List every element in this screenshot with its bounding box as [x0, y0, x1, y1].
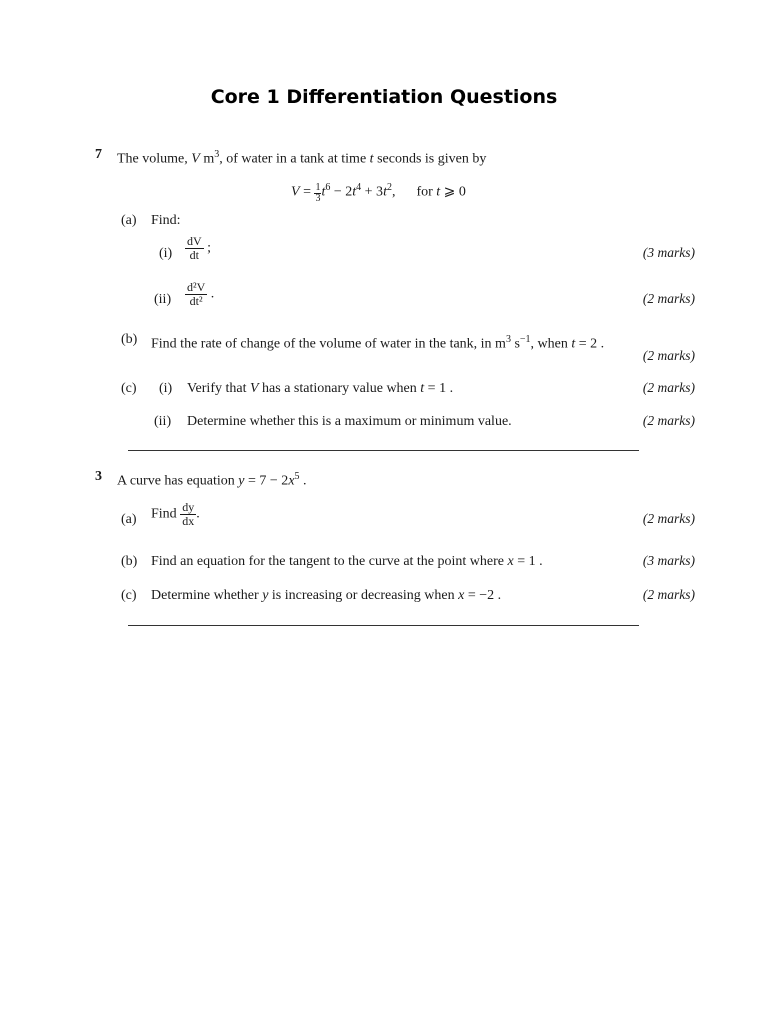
part-a-text: Find: [151, 213, 181, 228]
stem-text: = 7 − 2 [244, 473, 289, 489]
variable: y [238, 473, 245, 489]
term: + 3 [361, 184, 384, 200]
variable: y [262, 588, 269, 603]
variable: t [321, 184, 326, 200]
marks-label: (3 marks) [642, 553, 695, 568]
exponent: 2 [386, 182, 392, 193]
condition-text: for [416, 184, 433, 200]
part-text: = 1 . [513, 554, 543, 569]
part-c-ii-label: (ii) [154, 414, 172, 429]
exponent: 6 [325, 182, 331, 193]
stem-text: , of water in a tank at time [219, 151, 367, 167]
variable: x [288, 473, 295, 489]
marks-label: (2 marks) [642, 380, 695, 395]
fraction-denominator: dx [182, 514, 195, 528]
separator: . [210, 286, 215, 302]
section-divider [128, 450, 639, 451]
part-text: Determine whether [151, 588, 259, 603]
part-a-i-expression [185, 235, 211, 262]
part-a-i-label: (i) [159, 246, 173, 261]
part-text: Verify that [187, 381, 247, 396]
part-b-text [151, 331, 604, 354]
fraction-numerator: dy [182, 500, 195, 514]
exponent: 3 [505, 334, 511, 345]
section-divider [128, 625, 639, 626]
part-c-label: (c) [121, 381, 137, 396]
part-text: = −2 . [464, 588, 502, 603]
question-stem [117, 468, 307, 491]
part-c-label: (c) [121, 588, 137, 603]
comma: , [391, 184, 396, 200]
exponent: 5 [294, 471, 300, 482]
unit: s [510, 336, 520, 352]
variable: t [436, 184, 441, 200]
question-stem [117, 146, 486, 169]
part-text: has a stationary value when [262, 381, 417, 396]
marks-label: (2 marks) [642, 587, 695, 602]
stem-text: The volume, [117, 151, 188, 167]
marks-label: (2 marks) [642, 511, 695, 526]
variable: t [352, 184, 357, 200]
part-a-ii-label: (ii) [154, 292, 172, 307]
term: − 2 [330, 184, 353, 200]
unit: m [203, 151, 215, 167]
stem-text: A curve has equation [117, 473, 235, 489]
variable: t [571, 336, 576, 352]
part-c-i-text [187, 380, 453, 398]
stem-text: . [299, 473, 307, 489]
variable: V [291, 184, 300, 200]
part-text: = 2 . [575, 336, 605, 352]
derivative-fraction [180, 501, 196, 528]
variable: t [420, 381, 425, 396]
question-number: 7 [95, 147, 102, 162]
page-title: Core 1 Differentiation Questions [210, 86, 558, 108]
fraction-numerator: d²V [187, 280, 206, 294]
part-text: Find an equation for the tangent to the curve at the point where [151, 554, 505, 569]
condition-text: ⩾ 0 [440, 184, 466, 200]
part-b-label: (b) [121, 554, 138, 569]
variable: V [191, 151, 200, 167]
fraction-numerator: 1 [315, 181, 321, 193]
part-b-text [151, 553, 543, 571]
variable: x [458, 588, 465, 603]
derivative-fraction [185, 235, 204, 262]
part-a-ii-expression [185, 281, 214, 308]
variable: t [383, 184, 387, 200]
part-c-i-label: (i) [159, 381, 173, 396]
marks-label: (3 marks) [642, 245, 695, 260]
fraction-denominator: dt² [189, 294, 203, 308]
volume-equation [291, 179, 466, 204]
exponent: 4 [356, 182, 362, 193]
part-text: Find [151, 506, 177, 522]
question-number: 3 [95, 469, 102, 484]
part-c-text [151, 587, 501, 605]
variable: t [369, 151, 374, 167]
exponent: 3 [214, 149, 220, 160]
marks-label: (2 marks) [642, 348, 695, 363]
equals-sign: = [299, 184, 315, 200]
part-text: Find the rate of change of the volume of water in the tank, in m [151, 336, 506, 352]
exponent: −1 [519, 334, 531, 345]
stem-text: seconds is given by [377, 151, 487, 167]
part-c-ii-text: Determine whether this is a maximum or minimum value. [187, 414, 512, 429]
part-a-text [151, 501, 200, 528]
variable: V [249, 381, 259, 396]
second-derivative-fraction [185, 281, 207, 308]
fraction-numerator: dV [187, 234, 202, 248]
part-text: = 1 . [424, 381, 454, 396]
part-a-label: (a) [121, 213, 137, 228]
fraction-denominator: dt [189, 248, 199, 262]
part-text: is increasing or decreasing when [271, 588, 455, 603]
separator: . [196, 506, 200, 522]
part-b-label: (b) [121, 332, 138, 347]
variable: x [507, 554, 514, 569]
marks-label: (2 marks) [642, 413, 695, 428]
part-a-label: (a) [121, 512, 137, 527]
part-text: , when [530, 336, 568, 352]
marks-label: (2 marks) [642, 291, 695, 306]
separator: ; [207, 240, 212, 256]
fraction-denominator: 3 [315, 192, 321, 204]
